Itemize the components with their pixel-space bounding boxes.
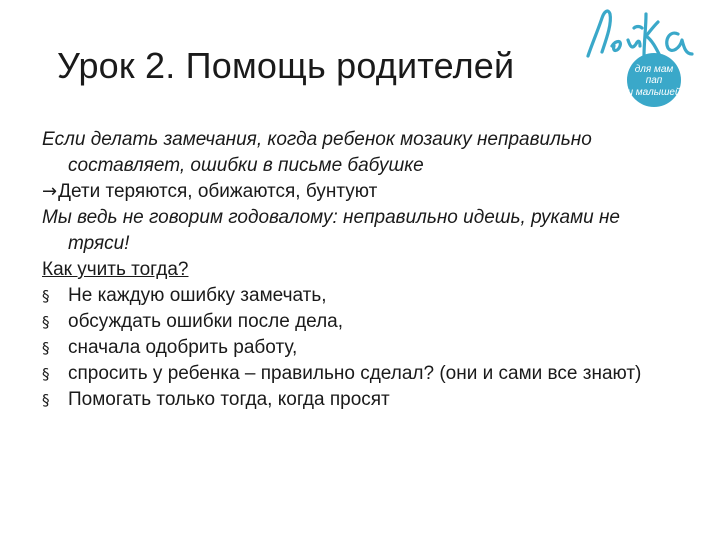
- logo-tagline-3: и малышей: [627, 87, 681, 98]
- list-item-text: Не каждую ошибку замечать,: [68, 285, 327, 306]
- bullet-icon: §: [42, 287, 50, 305]
- slide-body: [42, 127, 682, 413]
- paragraph-remarks: Если делать замечания, когда ребенок мозаику неправильно составляет, ошибки в письме бабушке: [42, 129, 592, 176]
- list-item: [42, 335, 682, 361]
- list-item-text: сначала одобрить работу,: [68, 337, 298, 358]
- list-item-text: спросить у ребенка – правильно сделал? (они и сами все знают): [68, 363, 642, 384]
- logo-tagline-1: для мам: [634, 64, 674, 75]
- consequence-text: Дети теряются, обижаются, бунтуют: [58, 181, 378, 202]
- bullet-icon: §: [42, 365, 50, 383]
- list-item: [42, 309, 682, 335]
- advice-list: [42, 283, 682, 413]
- list-item: [42, 283, 682, 309]
- bullet-icon: §: [42, 339, 50, 357]
- bullet-icon: §: [42, 391, 50, 409]
- logo-tagline-2: пап: [645, 75, 663, 86]
- list-item: [42, 361, 682, 387]
- list-item-text: Помогать только тогда, когда просят: [68, 389, 390, 410]
- paragraph-consequence: [42, 179, 682, 205]
- paragraph-toddler: Мы ведь не говорим годовалому: неправильно идешь, руками не тряси!: [42, 207, 620, 254]
- list-item-text: обсуждать ошибки после дела,: [68, 311, 344, 332]
- slide-title: Урок 2. Помощь родителей: [57, 45, 515, 86]
- paragraph-question: [42, 257, 682, 283]
- question-text: Как учить тогда?: [42, 259, 189, 280]
- bullet-icon: §: [42, 313, 50, 331]
- leika-logo: [582, 0, 708, 112]
- arrow-right-icon: →: [42, 181, 58, 202]
- list-item: [42, 387, 682, 413]
